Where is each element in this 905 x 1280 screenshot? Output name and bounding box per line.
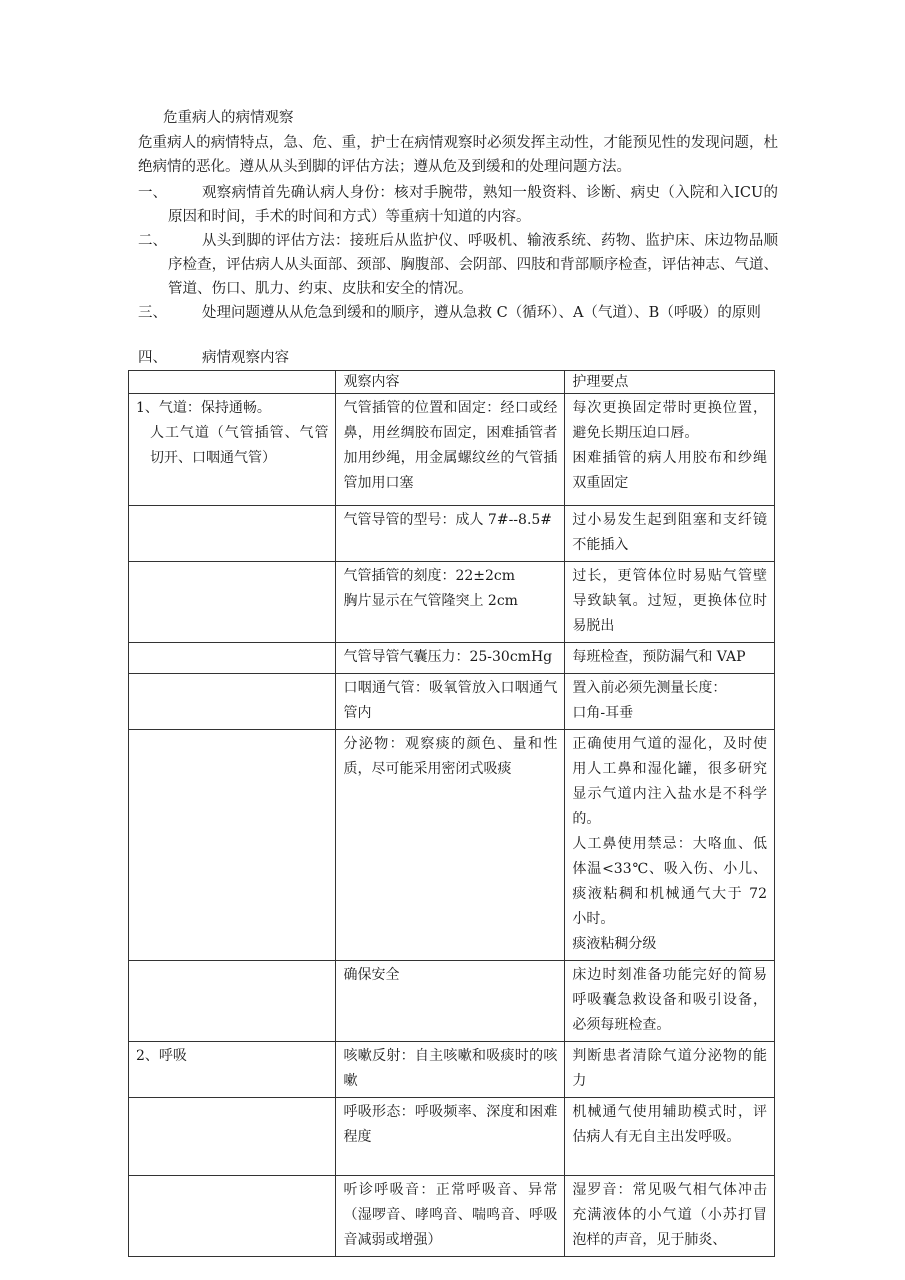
nursing-point-cell: [565, 1176, 775, 1257]
cell-text: 口角-耳垂: [572, 705, 634, 721]
cell-text: 过长，更管体位时易贴气管壁导致缺氧。过短，更换体位时易脱出: [572, 568, 767, 634]
cell-text: 困难插管的病人用胶布和纱绳双重固定: [572, 450, 767, 491]
list-item-number: 二、: [138, 233, 167, 249]
cell-text: 气管导管气囊压力：25-30cmHg: [343, 649, 553, 665]
table-row: [129, 1042, 775, 1098]
doc-intro: 危重病人的病情特点，急、危、重，护士在病情观察时必须发挥主动性，才能预见性的发现问题，杜绝病情的恶化。遵从从头到脚的评估方法；遵从危及到缓和的处理问题方法。: [138, 135, 778, 175]
category-cell: [129, 643, 336, 674]
table-row: [129, 394, 775, 506]
table-row: [129, 562, 775, 643]
cell-text: 2、呼吸: [136, 1048, 187, 1064]
category-cell: [129, 1098, 336, 1176]
table-row: [129, 643, 775, 674]
list-item-text: 观察病情首先确认病人身份：核对手腕带，熟知一般资料、诊断、病史（入院和入ICU的原因和时间，手术的时间和方式）等重病十知道的内容。: [168, 185, 778, 225]
observation-cell: [336, 730, 565, 961]
observation-cell: [336, 1098, 565, 1176]
table-row: [129, 730, 775, 961]
cell-text: 听诊呼吸音：正常呼吸音、异常（湿啰音、哮鸣音、喘鸣音、呼吸音减弱或增强）: [343, 1182, 558, 1248]
observation-cell: [336, 1176, 565, 1257]
category-cell: [129, 674, 336, 730]
category-cell: [129, 730, 336, 961]
table-row: [129, 961, 775, 1042]
cell-text: 气管插管的位置和固定：经口或经鼻，用丝绸胶布固定，困难插管者加用纱绳，用金属螺纹丝的气管插管加用口塞: [343, 400, 558, 491]
cell-text: 1、气道：保持通畅。: [136, 400, 271, 416]
cell-text: 每次更换固定带时更换位置，避免长期压迫口唇。: [572, 400, 767, 441]
nursing-point-cell: [565, 674, 775, 730]
nursing-point-cell: [565, 394, 775, 506]
observation-cell: [336, 1042, 565, 1098]
nursing-point-cell: [565, 730, 775, 961]
observation-cell: [336, 506, 565, 562]
list-item: [138, 229, 778, 301]
observation-cell: [336, 643, 565, 674]
list-item-text: 处理问题遵从从危急到缓和的顺序，遵从急救 C（循环）、A（气道）、B（呼吸）的原则: [202, 305, 761, 321]
header-cell-observation: 观察内容: [336, 371, 565, 394]
category-cell: [129, 961, 336, 1042]
cell-text: 正确使用气道的湿化，及时使用人工鼻和湿化罐，很多研究显示气道内注入盐水是不科学的。: [572, 736, 767, 827]
nursing-point-cell: [565, 506, 775, 562]
cell-text: 痰液粘稠分级: [572, 936, 657, 952]
cell-text: 机械通气使用辅助模式时，评估病人有无自主出发呼吸。: [572, 1104, 767, 1145]
list-item-text: 从头到脚的评估方法：接班后从监护仪、呼吸机、输液系统、药物、监护床、床边物品顺序检查，评估病人从头面部、颈部、胸腹部、会阴部、四肢和背部顺序检查，评估神志、气道、管道、伤口、肌力、约束、皮肤和安全的情况。: [168, 233, 778, 297]
cell-text: 咳嗽反射：自主咳嗽和吸痰时的咳嗽: [343, 1048, 558, 1089]
cell-text: 口咽通气管：吸氧管放入口咽通气管内: [343, 680, 558, 721]
cell-text: 气管导管的型号：成人 7#--8.5#: [343, 512, 553, 528]
header-cell-category: [129, 371, 336, 394]
observation-table: [128, 370, 775, 1257]
observation-cell: [336, 961, 565, 1042]
cell-text: 气管插管的刻度：22±2cm: [343, 568, 516, 584]
observation-cell: [336, 394, 565, 506]
list-item-number: 四、: [138, 350, 167, 366]
list-item-text: 病情观察内容: [202, 350, 289, 366]
list-item-number: 一、: [138, 185, 167, 201]
list-item-number: 三、: [138, 305, 167, 321]
cell-text: 置入前必须先测量长度：: [572, 680, 727, 696]
nursing-point-cell: [565, 1042, 775, 1098]
cell-text: 分泌物：观察痰的颜色、量和性质，尽可能采用密闭式吸痰: [343, 736, 558, 777]
cell-text: 过小易发生起到阻塞和支纤镜不能插入: [572, 512, 767, 553]
observation-table-body: [129, 371, 775, 1257]
cell-text: 呼吸形态：呼吸频率、深度和困难程度: [343, 1104, 558, 1145]
cell-text: 胸片显示在气管隆突上 2cm: [343, 593, 518, 609]
cell-text: 判断患者清除气道分泌物的能力: [572, 1048, 767, 1089]
category-cell: [129, 394, 336, 506]
doc-title: 危重病人的病情观察: [163, 110, 294, 126]
nursing-point-cell: [565, 961, 775, 1042]
nursing-point-cell: [565, 1098, 775, 1176]
cell-text: 人工鼻使用禁忌：大咯血、低体温<33℃、吸入伤、小儿、痰液粘稠和机械通气大于 72 小时。: [572, 836, 767, 927]
cell-text: 每班检查，预防漏气和 VAP: [572, 649, 746, 665]
nursing-point-cell: [565, 643, 775, 674]
header-cell-nursing: 护理要点: [565, 371, 775, 394]
table-header-row: [129, 371, 775, 394]
cell-text: 确保安全: [343, 967, 400, 983]
category-cell: [129, 562, 336, 643]
category-cell: [129, 1042, 336, 1098]
table-row: [129, 674, 775, 730]
observation-cell: [336, 562, 565, 643]
observation-cell: [336, 674, 565, 730]
cell-text: 床边时刻准备功能完好的简易呼吸囊急救设备和吸引设备，必须每班检查。: [572, 967, 767, 1033]
list-item: [138, 301, 778, 325]
category-cell: [129, 506, 336, 562]
list-item: [138, 181, 778, 229]
list-item: [138, 346, 778, 370]
table-row: [129, 1176, 775, 1257]
nursing-point-cell: [565, 562, 775, 643]
cell-text: 人工气道（气管插管、气管切开、口咽通气管）: [150, 425, 329, 466]
table-row: [129, 506, 775, 562]
table-row: [129, 1098, 775, 1176]
cell-text: 湿罗音：常见吸气相气体冲击充满液体的小气道（小苏打冒泡样的声音，见于肺炎、: [572, 1182, 767, 1248]
category-cell: [129, 1176, 336, 1257]
